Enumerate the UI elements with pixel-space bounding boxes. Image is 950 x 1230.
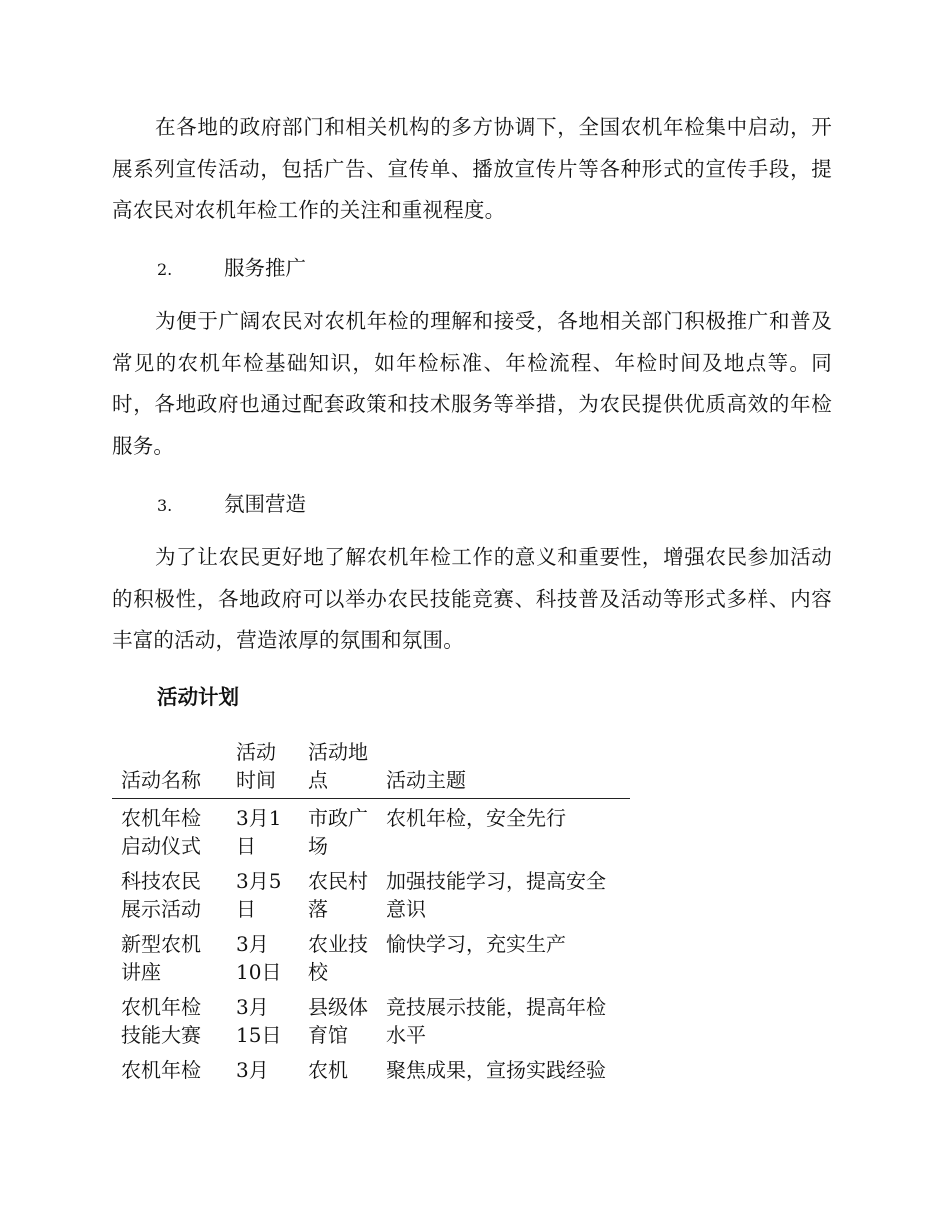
- activity-plan-table: [112, 738, 630, 1086]
- table-cell: 聚焦成果，宣扬实践经验: [386, 1058, 606, 1082]
- table-row: [112, 799, 630, 863]
- table-cell: 农机年检: [121, 1058, 201, 1082]
- list-item-title: 氛围营造: [224, 492, 306, 516]
- table-row: [112, 862, 630, 925]
- column-header: 活动名称: [112, 738, 227, 799]
- table-cell: 农机年检技能大赛: [121, 995, 201, 1047]
- table-cell: 农机年检，安全先行: [386, 806, 566, 830]
- table-cell: 3月5日: [236, 869, 282, 921]
- table-row: [112, 988, 630, 1051]
- list-item-number: 2.: [157, 260, 173, 279]
- column-header: 活动主题: [377, 738, 630, 799]
- table-cell: 加强技能学习，提高安全意识: [386, 869, 606, 921]
- table-header-row: [112, 738, 630, 799]
- table-row: [112, 1051, 630, 1086]
- paragraph-publicity: 在各地的政府部门和相关机构的多方协调下，全国农机年检集中启动，开展系列宣传活动，包括广告、宣传单、播放宣传片等各种形式的宣传手段，提高农民对农机年检工作的关注和重视程度。: [112, 115, 832, 222]
- table-cell: 3月1日: [236, 806, 282, 858]
- section-heading: 活动计划: [157, 685, 239, 709]
- list-item-service-promotion: [157, 253, 306, 285]
- column-header: 活动地点: [299, 738, 377, 799]
- table-row: [112, 925, 630, 988]
- table-cell: 农民村落: [308, 869, 368, 921]
- column-header: 活动时间: [227, 738, 299, 799]
- table-cell: 农机: [308, 1058, 348, 1082]
- table-cell: 农机年检启动仪式: [121, 806, 201, 858]
- table-cell: 农业技校: [308, 932, 368, 984]
- table-cell: 3月: [236, 1058, 269, 1082]
- table-cell: 愉快学习，充实生产: [386, 932, 566, 956]
- list-item-title: 服务推广: [224, 256, 306, 280]
- paragraph-atmosphere: 为了让农民更好地了解农机年检工作的意义和重要性，增强农民参加活动的积极性，各地政府可以举办农民技能竞赛、科技普及活动等形式多样、内容丰富的活动，营造浓厚的氛围和氛围。: [112, 545, 832, 652]
- table-cell: 3月10日: [236, 932, 282, 984]
- table-cell: 县级体育馆: [308, 995, 368, 1047]
- paragraph-service-promotion: 为便于广阔农民对农机年检的理解和接受，各地相关部门积极推广和普及常见的农机年检基础知识，如年检标准、年检流程、年检时间及地点等。同时，各地政府也通过配套政策和技术服务等举措，为农民提供优质高效的年检服务。: [112, 309, 832, 458]
- list-item-number: 3.: [157, 496, 173, 515]
- table-cell: 市政广场: [308, 806, 368, 858]
- table-cell: 竞技展示技能，提高年检水平: [386, 995, 606, 1047]
- table-cell: 新型农机讲座: [121, 932, 201, 984]
- list-item-atmosphere: [157, 489, 306, 521]
- table-cell: 3月15日: [236, 995, 282, 1047]
- table-cell: 科技农民展示活动: [121, 869, 201, 921]
